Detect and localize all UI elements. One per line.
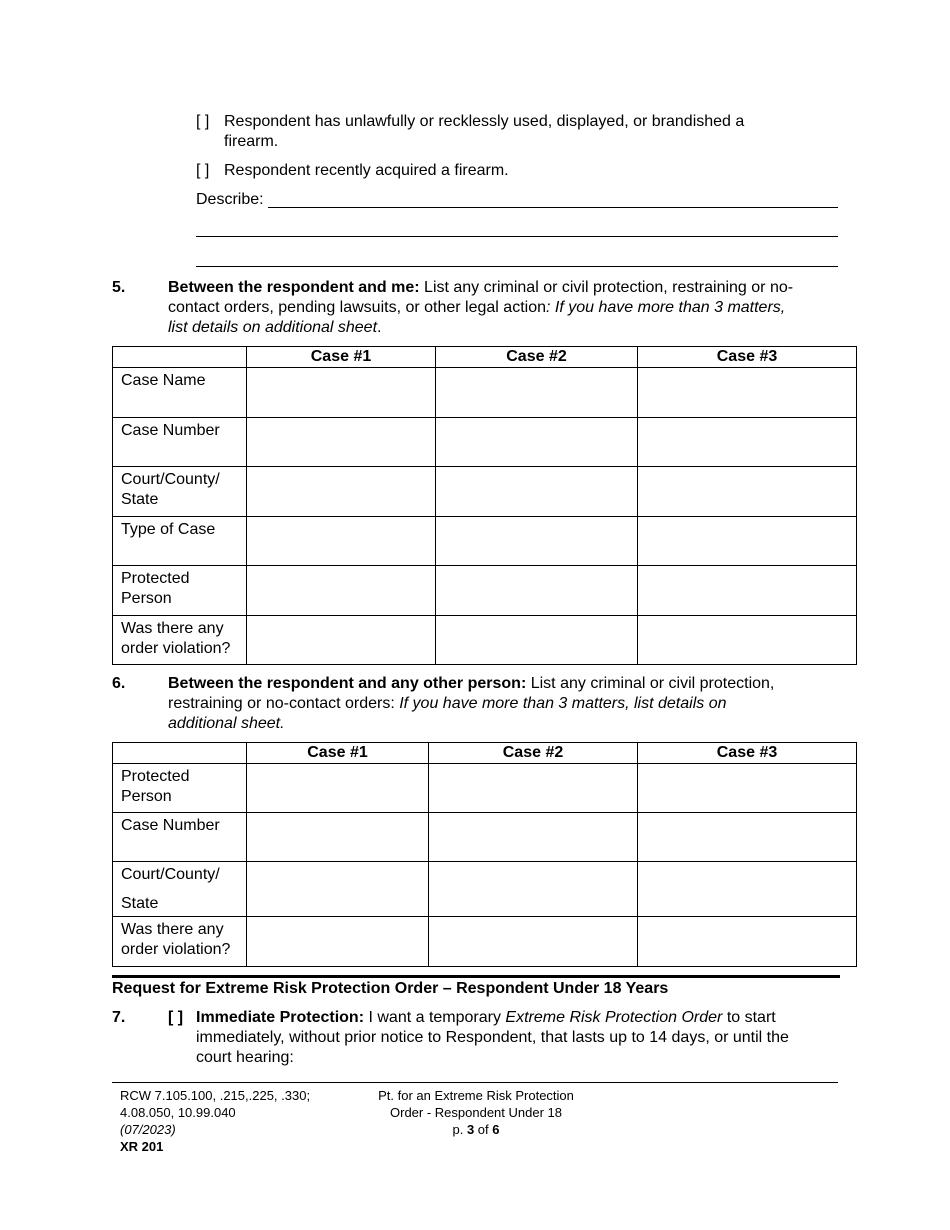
heading-divider	[112, 975, 840, 978]
column-header-case-1: Case #1	[247, 347, 436, 368]
input-cell[interactable]	[429, 764, 638, 813]
input-cell[interactable]	[436, 467, 638, 517]
court-label-line2: State	[121, 895, 159, 912]
describe-line-1[interactable]	[268, 207, 838, 208]
describe-line-3[interactable]	[196, 266, 838, 267]
footer-date: (07/2023)	[120, 1122, 176, 1137]
column-header-case-1: Case #1	[247, 743, 429, 764]
input-cell[interactable]	[638, 917, 857, 967]
court-label-line1: Court/County/	[121, 866, 220, 883]
column-header-case-2: Case #2	[429, 743, 638, 764]
item-text: Respondent has unlawfully or recklessly used, displayed, or brandished a	[224, 113, 745, 130]
row-label-order-violation: Was there any order violation?	[113, 917, 247, 967]
describe-line-2[interactable]	[196, 236, 838, 237]
table-row	[113, 566, 857, 616]
section-5-number: 5.	[112, 279, 126, 296]
section-5-lead: Between the respondent and me:	[168, 279, 420, 296]
section-6-text	[168, 674, 840, 734]
footer-form-id: XR 201	[120, 1139, 164, 1154]
row-label-case-number: Case Number	[113, 418, 247, 467]
table-row	[113, 813, 857, 862]
input-cell[interactable]	[247, 418, 436, 467]
checkbox[interactable]: [ ]	[196, 162, 210, 179]
table-row	[113, 862, 857, 917]
table-row	[113, 467, 857, 517]
section-7-checkbox[interactable]: [ ]	[168, 1009, 184, 1026]
input-cell[interactable]	[247, 917, 429, 967]
section-6-line2: restraining or no-contact orders:	[168, 695, 400, 712]
input-cell[interactable]	[638, 616, 857, 665]
footer-rcw-line2: 4.08.050, 10.99.040	[120, 1105, 236, 1120]
input-cell[interactable]	[429, 813, 638, 862]
input-cell[interactable]	[429, 862, 638, 917]
row-label-court: Court/County/ State	[113, 467, 247, 517]
input-cell[interactable]	[247, 517, 436, 566]
table-row	[113, 616, 857, 665]
section-7-line2: immediately, without prior notice to Respondent, that lasts up to 14 days, or until the	[196, 1029, 789, 1046]
column-header-case-3: Case #3	[638, 347, 857, 368]
section-7-text1: I want a temporary	[364, 1009, 506, 1026]
footer-citation	[120, 1087, 310, 1155]
section-6-line1: List any criminal or civil protection,	[526, 675, 775, 692]
input-cell[interactable]	[436, 566, 638, 616]
section-7-number: 7.	[112, 1009, 126, 1026]
section-7-italic: Extreme Risk Protection Order	[505, 1009, 723, 1026]
input-cell[interactable]	[429, 917, 638, 967]
input-cell[interactable]	[638, 467, 857, 517]
input-cell[interactable]	[436, 517, 638, 566]
table-row	[113, 418, 857, 467]
input-cell[interactable]	[638, 418, 857, 467]
column-header-case-2: Case #2	[436, 347, 638, 368]
input-cell[interactable]	[638, 764, 857, 813]
input-cell[interactable]	[247, 467, 436, 517]
input-cell[interactable]	[638, 566, 857, 616]
input-cell[interactable]	[247, 566, 436, 616]
row-label-protected-person: Protected Person	[113, 764, 247, 813]
checkbox-item-acquired	[196, 161, 509, 181]
column-header-case-3: Case #3	[638, 743, 857, 764]
row-label-type-of-case: Type of Case	[113, 517, 247, 566]
input-cell[interactable]	[436, 616, 638, 665]
input-cell[interactable]	[247, 862, 429, 917]
item-text: Respondent recently acquired a firearm.	[224, 162, 509, 179]
section-7-lead: Immediate Protection:	[196, 1009, 365, 1026]
request-heading: Request for Extreme Risk Protection Order – Respondent Under 18 Years	[112, 980, 669, 997]
section-5-line1: List any criminal or civil protection, restraining or no-	[419, 279, 794, 296]
section-5-line3-italic: list details on additional sheet	[168, 319, 378, 336]
input-cell[interactable]	[436, 418, 638, 467]
row-label-case-number: Case Number	[113, 813, 247, 862]
table-row	[113, 368, 857, 418]
page-total: 6	[492, 1122, 500, 1137]
row-label-order-violation: Was there any order violation?	[113, 616, 247, 665]
checkbox-item-brandished	[196, 112, 836, 152]
table-section-5	[112, 346, 857, 665]
describe-label: Describe:	[196, 191, 264, 208]
section-5-text	[168, 278, 840, 338]
section-5-line2: contact orders, pending lawsuits, or other legal action	[168, 299, 546, 316]
section-7-text	[196, 1008, 840, 1068]
footer-title-line1: Pt. for an Extreme Risk Protection	[378, 1088, 574, 1103]
checkbox[interactable]: [ ]	[196, 113, 210, 130]
section-5-line2-italic: : If you have more than 3 matters,	[546, 299, 786, 316]
table-row	[113, 764, 857, 813]
footer-title	[352, 1087, 600, 1138]
input-cell[interactable]	[247, 764, 429, 813]
input-cell[interactable]	[436, 368, 638, 418]
footer-page	[352, 1121, 600, 1138]
section-6-number: 6.	[112, 675, 126, 692]
section-6-lead: Between the respondent and any other person:	[168, 675, 527, 692]
footer-divider	[112, 1082, 838, 1083]
section-7-line3: court hearing:	[196, 1049, 294, 1066]
input-cell[interactable]	[247, 616, 436, 665]
row-label-case-name: Case Name	[113, 368, 247, 418]
section-6-line3-italic: additional sheet.	[168, 715, 285, 732]
input-cell[interactable]	[247, 813, 429, 862]
page-prefix: p.	[452, 1122, 467, 1137]
row-label-court	[113, 862, 247, 917]
table-row	[113, 517, 857, 566]
page-current: 3	[466, 1122, 475, 1137]
section-5-line3-end: .	[377, 319, 382, 336]
table-row	[113, 917, 857, 967]
footer-title-line2: Order - Respondent Under 18	[390, 1105, 562, 1120]
table-section-6	[112, 742, 857, 967]
page-of: of	[474, 1122, 493, 1137]
row-label-protected-person: Protected Person	[113, 566, 247, 616]
input-cell[interactable]	[638, 368, 857, 418]
input-cell[interactable]	[638, 517, 857, 566]
input-cell[interactable]	[638, 813, 857, 862]
table-corner	[113, 347, 247, 368]
item-text-cont: firearm.	[224, 133, 279, 150]
section-7-text2: to start	[722, 1009, 776, 1026]
table-corner	[113, 743, 247, 764]
input-cell[interactable]	[247, 368, 436, 418]
section-6-line2-italic: If you have more than 3 matters, list details on	[399, 695, 727, 712]
input-cell[interactable]	[638, 862, 857, 917]
footer-rcw-line1: RCW 7.105.100, .215,.225, .330;	[120, 1088, 311, 1103]
